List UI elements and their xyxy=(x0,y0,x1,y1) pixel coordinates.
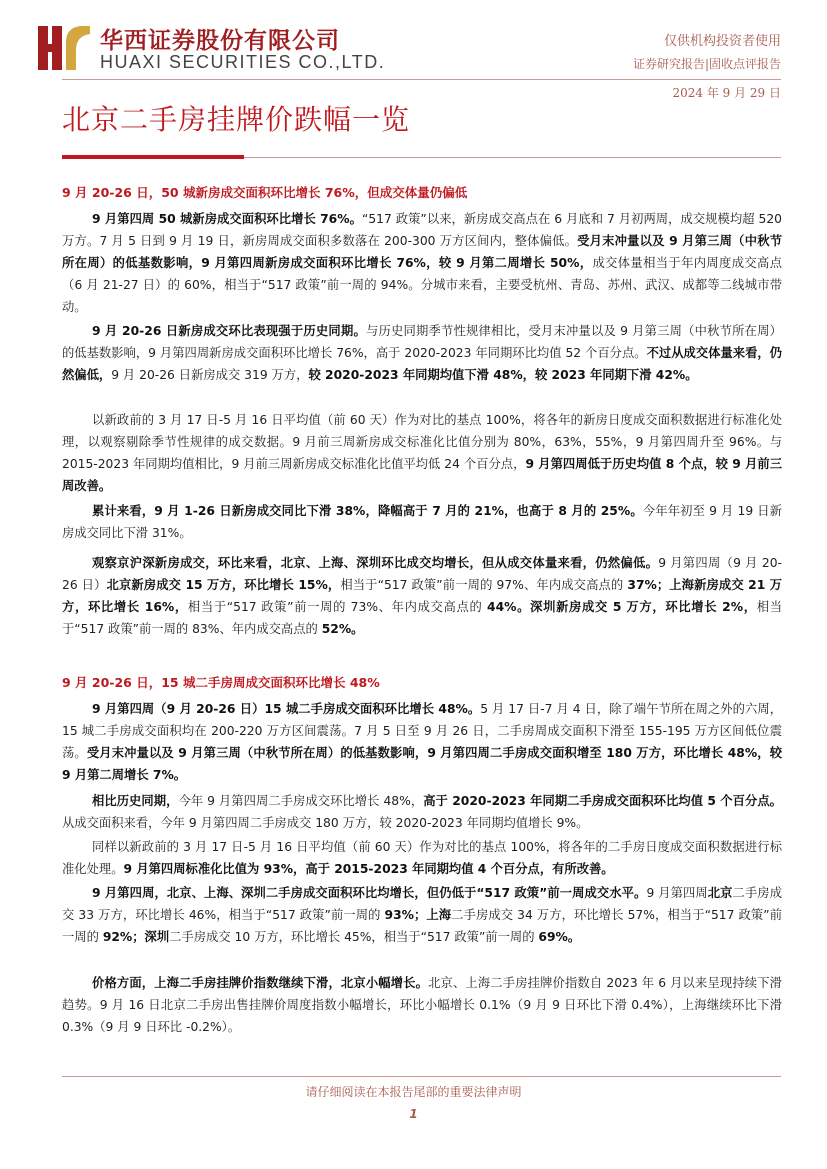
section-heading: 9 月 20-26 日，50 城新房成交面积环比增长 76%，但成交体量仍偏低 xyxy=(62,185,468,200)
company-name-cn: 华西证券股份有限公司 xyxy=(100,27,340,54)
text-run: 从成交面积来看，今年 9 月第四周二手房成交 180 万方，较 2020-2023 年同期均值增长 9%。 xyxy=(62,816,589,830)
audience-note: 仅供机构投资者使用 xyxy=(663,34,781,49)
header-divider xyxy=(62,79,781,80)
text-run: 北京、上海二手房挂牌价指数自 2023 年 6 月以来呈现持续下滑趋势。9 月 16 日北京二手房出售挂牌价周度指数小幅增长，环比小幅增长 0.1%（9 月 9 日环比下滑 0.4%），上海继续环比下滑 0.3%（9 月 9 日环比 -0.2%）。 xyxy=(62,976,782,1034)
bold-text-run: 不过从成交体量来看，仍然偏低， xyxy=(62,346,782,382)
bold-text-run: 受月末冲量以及 9 月第三周（中秋节所在周）的低基数影响，9 月第四周二手房成交面积增至 180 万方，环比增长 48%，较 9 月第二周增长 7%。 xyxy=(62,746,782,782)
text-run: 二手房成交 33 万方，环比增长 46%，相当于“517 政策”前一周的 xyxy=(62,886,782,922)
bold-text-run: 44%。深圳新房成交 5 万方，环比增长 2%， xyxy=(487,600,757,614)
bold-text-run: 9 月第四周低于历史均值 8 个点，较 9 月前三周改善。 xyxy=(62,457,782,493)
text-run: 与历史同期季节性规律相比，受月末冲量以及 9 月第三周（中秋节所在周）的低基数影响，9 月第四周新房成交面积环比增长 76%，高于 2020-2023 年同期环比均值 52 个百分点。 xyxy=(62,324,782,360)
text-run: 5 月 17 日-7 月 4 日，除了端午节所在周之外的六周，15 城二手房成交面积均在 200-220 万方区间震荡。7 月 5 日至 9 月 26 日，二手房周成交面积下滑至 155-195 万方区间低位震荡。 xyxy=(62,702,782,760)
text-run: 二手房成交 10 万方，环比增长 45%，相当于“517 政策”前一周的 xyxy=(169,930,539,944)
bold-text-run: 价格方面，上海二手房挂牌价指数继续下滑，北京小幅增长。 xyxy=(92,976,429,990)
text-run: 今年年初至 9 月 19 日新房成交同比下滑 31%。 xyxy=(62,504,782,540)
bold-text-run: 北京新房成交 15 万方，环比增长 15%， xyxy=(106,578,341,592)
paragraph xyxy=(62,208,782,318)
legal-disclaimer-note: 请仔细阅读在本报告尾部的重要法律声明 xyxy=(305,1085,522,1099)
text-run: 相当于“517 政策”前一周的 73%、年内成交高点的 xyxy=(187,600,488,614)
paragraph xyxy=(62,500,782,544)
footer-divider xyxy=(62,1076,781,1077)
text-run: 同样以新政前的 3 月 17 日-5 月 16 日平均值（前 60 天）作为对比的基点 100%，将各年的二手房日度成交面积数据进行标准化处理。 xyxy=(62,840,782,876)
bold-text-run: 受月末冲量以及 9 月第三周（中秋节所在周）的低基数影响，9 月第四周新房成交面积环比增长 76%，较 9 月第二周增长 50%， xyxy=(62,234,782,270)
paragraph xyxy=(62,972,782,1038)
bold-text-run: 9 月第四周，北京、上海、深圳二手房成交面积环比均增长，但仍低于“517 政策”前一周成交水平。 xyxy=(92,886,647,900)
title-accent-bar xyxy=(62,155,244,159)
bold-text-run: 累计来看，9 月 1-26 日新房成交同比下滑 38%，降幅高于 7 月的 21%，也高于 8 月的 25%。 xyxy=(92,504,643,518)
paragraph xyxy=(62,836,782,880)
report-date: 2024 年 9 月 29 日 xyxy=(672,86,781,100)
bold-text-run: 北京 xyxy=(707,886,733,900)
paragraph xyxy=(62,698,782,786)
text-run: 以新政前的 3 月 17 日-5 月 16 日平均值（前 60 天）作为对比的基点 100%，将各年的新房日度成交面积数据进行标准化处理，以观察剔除季节性规律的成交数据。9 月前三周新房成交标准化比值分别为 80%，63%，55%，9 月第四周升至 96%。与 2015-2023 年同期均值相比，9 月前三周新房成交标准化比值平均低 24 个百分点， xyxy=(62,413,782,471)
bold-text-run: 观察京沪深新房成交，环比来看，北京、上海、深圳环比成交均增长，但从成交体量来看，仍然偏低。 xyxy=(92,556,659,570)
bold-text-run: 相比历史同期， xyxy=(92,794,179,808)
bold-text-run: 9 月第四周 50 城新房成交面积环比增长 76%。 xyxy=(92,212,362,226)
bold-text-run: 52%。 xyxy=(321,622,364,636)
paragraph xyxy=(62,882,782,948)
paragraph xyxy=(62,790,782,834)
huaxi-logo-icon xyxy=(36,22,92,72)
page-number: 1 xyxy=(409,1107,418,1121)
text-run: 二手房成交 34 万方，环比增长 57%，相当于“517 政策”前一周的 xyxy=(62,908,782,944)
section-heading: 9 月 20-26 日，15 城二手房周成交面积环比增长 48% xyxy=(62,675,380,690)
paragraph xyxy=(62,320,782,386)
paragraph xyxy=(62,552,782,640)
text-run: 9 月第四周 xyxy=(646,886,708,900)
paragraph xyxy=(62,409,782,497)
bold-text-run: 9 月第四周（9 月 20-26 日）15 城二手房成交面积环比增长 48%。 xyxy=(92,702,481,716)
page-title: 北京二手房挂牌价跌幅一览 xyxy=(62,103,411,136)
text-run: 9 月 20-26 日新房成交 319 万方， xyxy=(111,368,309,382)
bold-text-run: 9 月第四周标准化比值为 93%，高于 2015-2023 年同期均值 4 个百分点，有所改善。 xyxy=(123,862,614,876)
company-name-en: HUAXI SECURITIES CO.,LTD. xyxy=(100,52,386,72)
company-logo xyxy=(36,22,92,72)
text-run: 成交体量相当于年内周度成交高点（6 月 21-27 日）的 60%，相当于“517 政策”前一周的 94%。分城市来看，主要受杭州、青岛、苏州、武汉、成都等二线城市带动。 xyxy=(62,256,782,314)
bold-text-run: 高于 2020-2023 年同期二手房成交面积环比均值 5 个百分点。 xyxy=(423,794,782,808)
bold-text-run: 较 2020-2023 年同期均值下滑 48%，较 2023 年同期下滑 42%。 xyxy=(308,368,698,382)
text-run: 今年 9 月第四周二手房成交环比增长 48%， xyxy=(178,794,424,808)
text-run: “517 政策”以来，新房成交高点在 6 月底和 7 月初两周，成交规模均超 520 万方。7 月 5 日到 9 月 19 日，新房周成交面积多数落在 200-300 万方区间内，整体偏低。 xyxy=(62,212,782,248)
bold-text-run: 92%；深圳 xyxy=(102,930,170,944)
text-run: 相当于“517 政策”前一周的 83%、年内成交高点的 xyxy=(62,600,782,636)
title-divider xyxy=(244,157,781,158)
bold-text-run: 37%；上海新房成交 21 万方，环比增长 16%， xyxy=(62,578,782,614)
bold-text-run: 93%；上海 xyxy=(384,908,452,922)
report-type: 证券研究报告|固收点评报告 xyxy=(632,57,781,71)
text-run: 9 月第四周（9 月 20-26 日） xyxy=(62,556,782,592)
bold-text-run: 9 月 20-26 日新房成交环比表现强于历史同期。 xyxy=(92,324,366,338)
text-run: 相当于“517 政策”前一周的 97%、年内成交高点的 xyxy=(340,578,628,592)
bold-text-run: 69%。 xyxy=(538,930,581,944)
